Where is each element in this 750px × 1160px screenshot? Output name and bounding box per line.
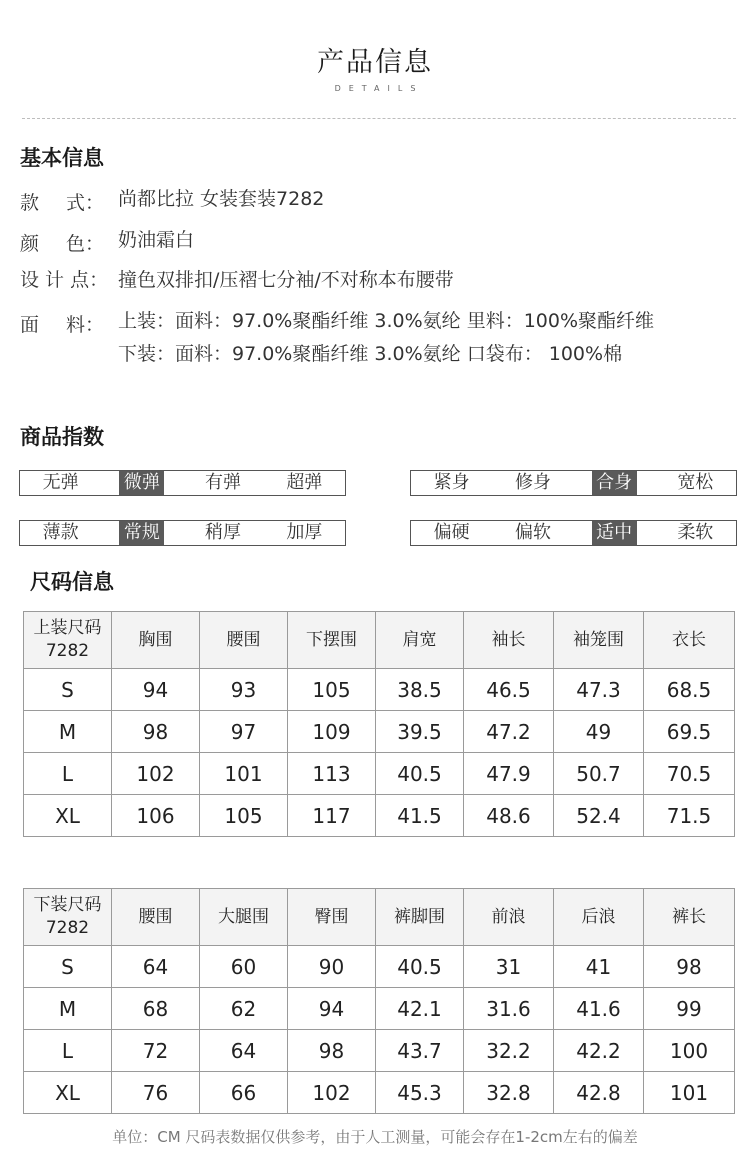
table-corner-cell bbox=[24, 889, 112, 946]
table-cell: 98 bbox=[644, 946, 735, 988]
scale-option: 加厚 bbox=[286, 522, 323, 543]
label-char: 款 bbox=[20, 192, 40, 214]
scale-option: 有弹 bbox=[204, 472, 241, 493]
index-heading: 商品指数 bbox=[20, 425, 104, 449]
size-label-cell: XL bbox=[24, 1072, 112, 1114]
table-row bbox=[24, 988, 735, 1030]
table-cell: 109 bbox=[288, 711, 376, 753]
label-char: 面 bbox=[20, 314, 40, 336]
table-cell: 46.5 bbox=[464, 669, 554, 711]
scale-option: 紧身 bbox=[433, 472, 470, 493]
info-row-style bbox=[20, 184, 324, 215]
table-cell: 52.4 bbox=[554, 795, 644, 837]
info-value: 下装：面料：97.0%聚酯纤维 3.0%氨纶 口袋布： 100%棉 bbox=[118, 343, 623, 365]
size-label-cell: M bbox=[24, 988, 112, 1030]
top-size-table bbox=[23, 611, 735, 837]
scale-option: 适中 bbox=[592, 521, 637, 545]
scale-option: 偏软 bbox=[514, 522, 551, 543]
table-cell: 50.7 bbox=[554, 753, 644, 795]
table-cell: 38.5 bbox=[376, 669, 464, 711]
table-cell: 47.2 bbox=[464, 711, 554, 753]
scale-option: 宽松 bbox=[677, 472, 714, 493]
table-cell: 39.5 bbox=[376, 711, 464, 753]
table-cell: 42.8 bbox=[554, 1072, 644, 1114]
table-cell: 49 bbox=[554, 711, 644, 753]
table-cell: 102 bbox=[288, 1072, 376, 1114]
table-header-cell: 裤长 bbox=[644, 889, 735, 946]
table-cell: 42.1 bbox=[376, 988, 464, 1030]
table-row bbox=[24, 669, 735, 711]
table-header-cell: 裤脚围 bbox=[376, 889, 464, 946]
size-label-cell: M bbox=[24, 711, 112, 753]
table-header-row bbox=[24, 889, 735, 946]
table-cell: 70.5 bbox=[644, 753, 735, 795]
table-row bbox=[24, 946, 735, 988]
table-cell: 40.5 bbox=[376, 753, 464, 795]
table-cell: 106 bbox=[112, 795, 200, 837]
size-label-cell: S bbox=[24, 669, 112, 711]
table-cell: 66 bbox=[200, 1072, 288, 1114]
table-header-cell: 前浪 bbox=[464, 889, 554, 946]
corner-line: 7282 bbox=[45, 641, 90, 661]
table-cell: 93 bbox=[200, 669, 288, 711]
scale-softness bbox=[410, 520, 737, 546]
info-row-fabric-2 bbox=[118, 339, 622, 366]
table-cell: 101 bbox=[644, 1072, 735, 1114]
size-label-cell: L bbox=[24, 753, 112, 795]
size-label-cell: S bbox=[24, 946, 112, 988]
table-cell: 48.6 bbox=[464, 795, 554, 837]
info-row-design bbox=[20, 265, 454, 292]
label-char: 颜 bbox=[20, 233, 40, 255]
scale-thickness bbox=[19, 520, 346, 546]
table-cell: 40.5 bbox=[376, 946, 464, 988]
size-label-cell: XL bbox=[24, 795, 112, 837]
info-value: 上装：面料：97.0%聚酯纤维 3.0%氨纶 里料：100%聚酯纤维 bbox=[118, 310, 655, 332]
info-value: 奶油霜白 bbox=[118, 229, 195, 251]
table-header-cell: 袖长 bbox=[464, 612, 554, 669]
table-cell: 41 bbox=[554, 946, 644, 988]
table-row bbox=[24, 1072, 735, 1114]
label-char: 色： bbox=[65, 233, 104, 255]
table-header-cell: 大腿围 bbox=[200, 889, 288, 946]
table-cell: 31.6 bbox=[464, 988, 554, 1030]
scale-option: 稍厚 bbox=[204, 522, 241, 543]
table-cell: 94 bbox=[288, 988, 376, 1030]
table-header-cell: 胸围 bbox=[112, 612, 200, 669]
corner-line: 上装尺码 bbox=[33, 618, 102, 638]
table-cell: 102 bbox=[112, 753, 200, 795]
table-header-cell: 下摆围 bbox=[288, 612, 376, 669]
page-title: 产品信息 bbox=[317, 47, 433, 78]
label-char: 料： bbox=[65, 314, 104, 336]
table-header-cell: 后浪 bbox=[554, 889, 644, 946]
corner-line: 7282 bbox=[45, 918, 90, 938]
table-cell: 41.5 bbox=[376, 795, 464, 837]
table-cell: 32.2 bbox=[464, 1030, 554, 1072]
table-cell: 105 bbox=[288, 669, 376, 711]
table-cell: 98 bbox=[288, 1030, 376, 1072]
scale-option: 柔软 bbox=[677, 522, 714, 543]
table-cell: 42.2 bbox=[554, 1030, 644, 1072]
bottom-size-table bbox=[23, 888, 735, 1114]
size-label-cell: L bbox=[24, 1030, 112, 1072]
table-cell: 68 bbox=[112, 988, 200, 1030]
table-cell: 64 bbox=[112, 946, 200, 988]
dashed-divider bbox=[22, 118, 736, 119]
table-cell: 31 bbox=[464, 946, 554, 988]
basic-info-heading: 基本信息 bbox=[20, 146, 104, 170]
table-header-cell: 衣长 bbox=[644, 612, 735, 669]
table-cell: 64 bbox=[200, 1030, 288, 1072]
table-row bbox=[24, 711, 735, 753]
table-cell: 60 bbox=[200, 946, 288, 988]
table-cell: 45.3 bbox=[376, 1072, 464, 1114]
scale-option: 常规 bbox=[119, 521, 164, 545]
table-cell: 76 bbox=[112, 1072, 200, 1114]
table-cell: 32.8 bbox=[464, 1072, 554, 1114]
info-row-color bbox=[20, 225, 194, 256]
table-cell: 90 bbox=[288, 946, 376, 988]
table-header-cell: 肩宽 bbox=[376, 612, 464, 669]
table-cell: 117 bbox=[288, 795, 376, 837]
table-header-cell: 袖笼围 bbox=[554, 612, 644, 669]
info-value: 尚都比拉 女装套装7282 bbox=[118, 188, 325, 210]
table-cell: 41.6 bbox=[554, 988, 644, 1030]
scale-option: 薄款 bbox=[42, 522, 79, 543]
table-cell: 47.9 bbox=[464, 753, 554, 795]
table-header-row bbox=[24, 612, 735, 669]
table-cell: 47.3 bbox=[554, 669, 644, 711]
table-row bbox=[24, 1030, 735, 1072]
table-cell: 68.5 bbox=[644, 669, 735, 711]
scale-option: 微弹 bbox=[119, 471, 164, 495]
table-cell: 99 bbox=[644, 988, 735, 1030]
corner-line: 下装尺码 bbox=[33, 895, 102, 915]
info-label: 设 计 点： bbox=[20, 269, 109, 291]
scale-option: 偏硬 bbox=[433, 522, 470, 543]
info-row-fabric bbox=[20, 306, 654, 337]
page-subtitle: DETAILS bbox=[334, 84, 424, 93]
table-header-cell: 腰围 bbox=[200, 612, 288, 669]
table-corner-cell bbox=[24, 612, 112, 669]
table-cell: 101 bbox=[200, 753, 288, 795]
size-info-heading: 尺码信息 bbox=[30, 570, 114, 594]
table-cell: 62 bbox=[200, 988, 288, 1030]
table-cell: 113 bbox=[288, 753, 376, 795]
scale-option: 修身 bbox=[514, 472, 551, 493]
table-header-cell: 腰围 bbox=[112, 889, 200, 946]
table-row bbox=[24, 753, 735, 795]
scale-option: 无弹 bbox=[42, 472, 79, 493]
table-cell: 43.7 bbox=[376, 1030, 464, 1072]
size-footnote: 单位：CM 尺码表数据仅供参考，由于人工测量，可能会存在1-2cm左右的偏差 bbox=[112, 1128, 638, 1146]
info-value: 撞色双排扣/压褶七分袖/不对称本布腰带 bbox=[118, 269, 454, 291]
table-cell: 100 bbox=[644, 1030, 735, 1072]
scale-option: 超弹 bbox=[286, 472, 323, 493]
label-char: 式： bbox=[65, 192, 104, 214]
table-cell: 71.5 bbox=[644, 795, 735, 837]
table-cell: 69.5 bbox=[644, 711, 735, 753]
table-row bbox=[24, 795, 735, 837]
table-cell: 94 bbox=[112, 669, 200, 711]
table-cell: 72 bbox=[112, 1030, 200, 1072]
table-cell: 105 bbox=[200, 795, 288, 837]
scale-fit bbox=[410, 470, 737, 496]
table-cell: 97 bbox=[200, 711, 288, 753]
table-cell: 98 bbox=[112, 711, 200, 753]
scale-option: 合身 bbox=[592, 471, 637, 495]
scale-elasticity bbox=[19, 470, 346, 496]
table-header-cell: 臀围 bbox=[288, 889, 376, 946]
